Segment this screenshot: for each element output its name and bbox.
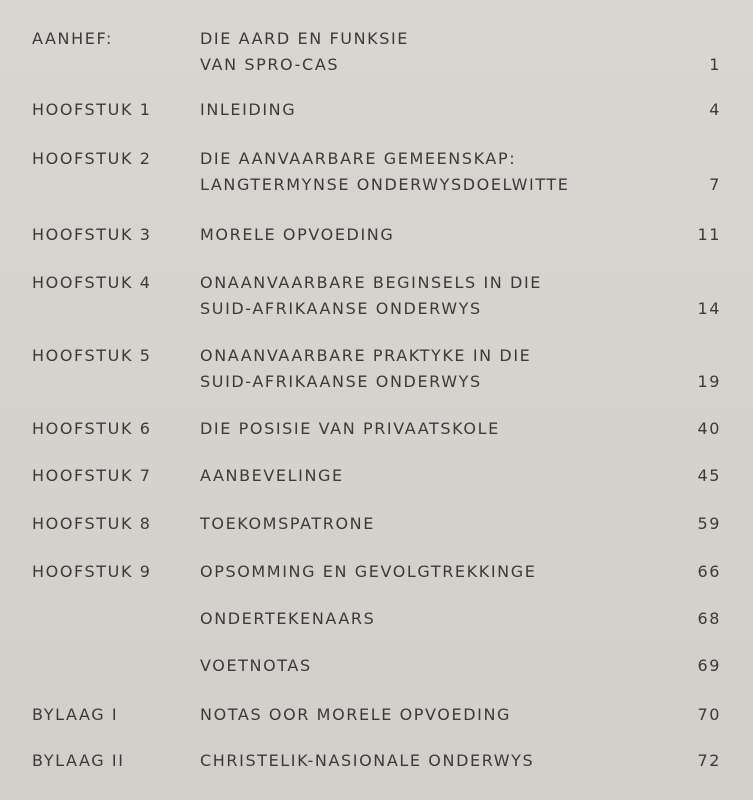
toc-title-line: CHRISTELIK-NASIONALE ONDERWYS [200,751,535,770]
toc-title-line: DIE AARD EN FUNKSIE [200,29,410,48]
toc-page-number: 59 [697,514,721,533]
toc-page-number: 1 [709,55,721,74]
toc-page-number: 7 [709,175,721,194]
toc-title-line: NOTAS OOR MORELE OPVOEDING [200,705,512,724]
toc-label: HOOFSTUK 6 [32,419,152,438]
toc-title [200,748,534,774]
toc-title-line: TOEKOMSPATRONE [200,514,375,533]
toc-title-line: VAN SPRO-CAS [200,55,340,74]
toc-label: HOOFSTUK 9 [32,562,152,581]
toc-title [200,270,542,322]
toc-title-line: INLEIDING [200,100,297,119]
toc-title [200,653,312,679]
toc-label: HOOFSTUK 8 [32,514,152,533]
toc-title [200,97,296,123]
toc-title [200,26,409,78]
toc-title [200,343,531,395]
toc-title [200,416,500,442]
toc-page-number: 68 [697,609,721,628]
toc-page-number: 66 [697,562,721,581]
toc-label: HOOFSTUK 4 [32,273,152,292]
toc-title-line: ONDERTEKENAARS [200,609,376,628]
toc-title [200,463,344,489]
toc-label: HOOFSTUK 2 [32,149,152,168]
toc-title-line: LANGTERMYNSE ONDERWYSDOELWITTE [200,175,570,194]
toc-title-line: DIE POSISIE VAN PRIVAATSKOLE [200,419,500,438]
toc-label: BYLAAG I [32,705,119,724]
toc-title-line: MORELE OPVOEDING [200,225,395,244]
toc-label: HOOFSTUK 7 [32,466,152,485]
toc-title [200,559,536,585]
toc-label: HOOFSTUK 1 [32,100,152,119]
toc-title [200,146,570,198]
toc-title-line: OPSOMMING EN GEVOLGTREKKINGE [200,562,537,581]
toc-page-number: 69 [697,656,721,675]
toc-page-number: 19 [697,372,721,391]
toc-page-number: 40 [697,419,721,438]
toc-page-number: 72 [697,751,721,770]
toc-title-line: ONAANVAARBARE PRAKTYKE IN DIE [200,346,532,365]
toc-label: HOOFSTUK 3 [32,225,152,244]
toc-page-number: 11 [697,225,721,244]
toc-page-number: 45 [697,466,721,485]
toc-title-line: VOETNOTAS [200,656,312,675]
toc-page-number: 70 [697,705,721,724]
toc-title [200,222,394,248]
toc-title [200,511,375,537]
toc-title [200,702,511,728]
toc-page-number: 4 [709,100,721,119]
toc-title [200,606,375,632]
toc-label: BYLAAG II [32,751,125,770]
toc-title-line: DIE AANVAARBARE GEMEENSKAP: [200,149,517,168]
toc-title-line: SUID-AFRIKAANSE ONDERWYS [200,372,482,391]
toc-page-number: 14 [697,299,721,318]
toc-label: HOOFSTUK 5 [32,346,152,365]
toc-title-line: SUID-AFRIKAANSE ONDERWYS [200,299,482,318]
toc-title-line: ONAANVAARBARE BEGINSELS IN DIE [200,273,542,292]
toc-label: AANHEF: [32,29,113,48]
toc-title-line: AANBEVELINGE [200,466,344,485]
